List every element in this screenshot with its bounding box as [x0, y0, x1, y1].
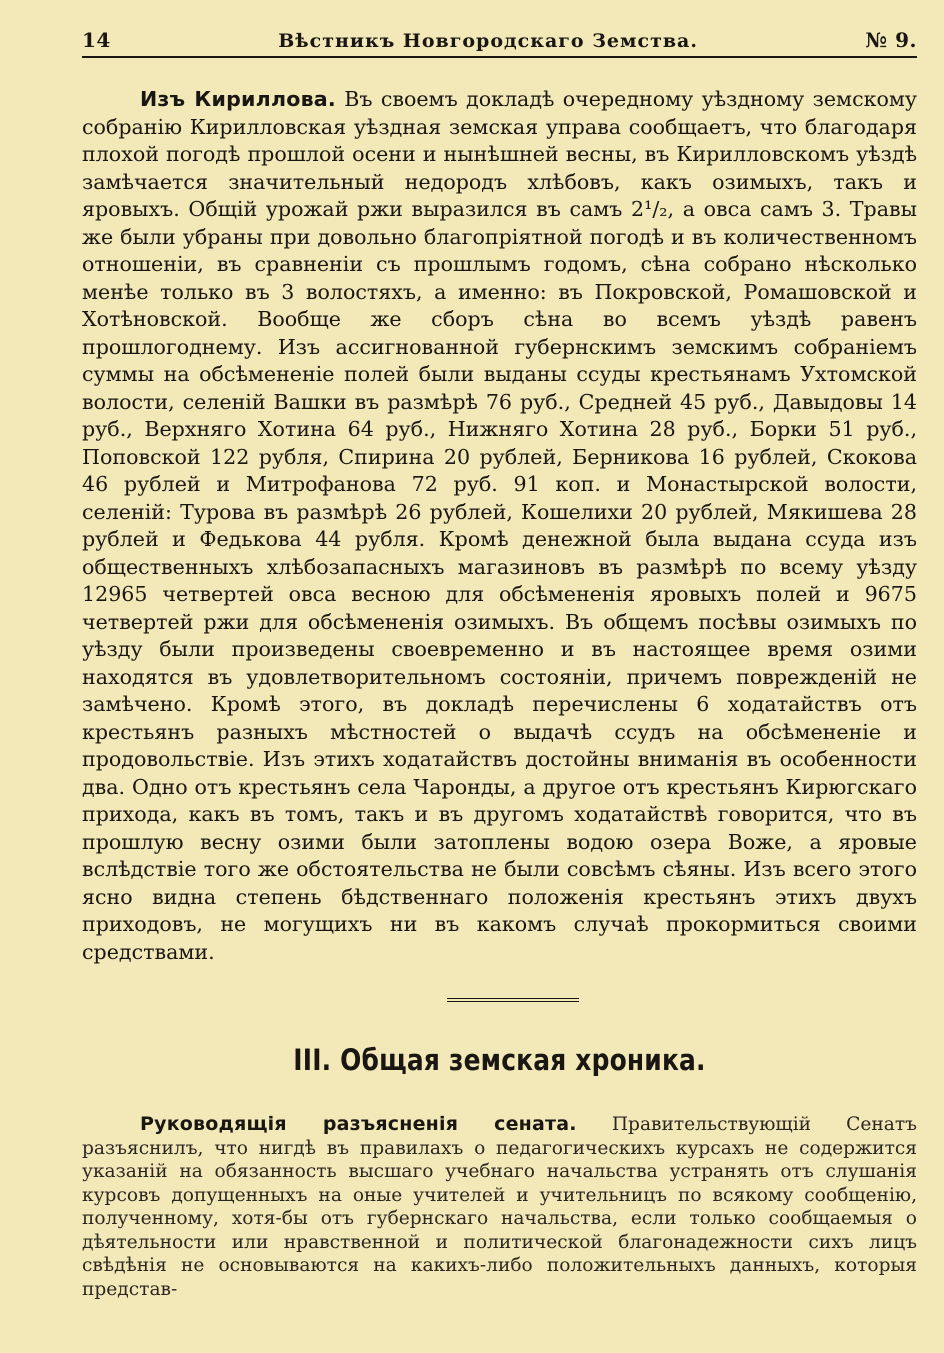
article-text: Правительствующій Сенатъ разъяснилъ, что нигдѣ въ правилахъ о педагогическихъ курсахъ не содержится указаній на обязанность высшаго учебнаго начальства устранять отъ слушанія курсовъ допущенныхъ на оные учителей и учительницъ по всякому сообщенію, полученному, хотя-бы отъ губернскаго начальства, если только сообщаемыя о дѣятельности или нравственной и политической благонадежности сихъ лицъ свѣдѣнія не основываются на какихъ-либо положительныхъ данныхъ, которыя представ-	[82, 1114, 917, 1300]
article-kirillov	[82, 86, 917, 966]
article-lead: Руководящія разъясненія сената.	[140, 1113, 577, 1135]
article-paragraph	[82, 1113, 917, 1301]
section-divider	[447, 998, 579, 1002]
article-lead: Изъ Кириллова.	[140, 87, 336, 111]
header-rule	[82, 56, 917, 58]
article-paragraph	[82, 86, 917, 966]
journal-title: Вѣстникъ Новгородскаго Земства.	[278, 30, 698, 52]
issue-number: № 9.	[865, 28, 917, 52]
page-number: 14	[82, 28, 111, 52]
article-senate	[82, 1113, 917, 1301]
article-text: Въ своемъ докладѣ очередному уѣздному земскому собранію Кирилловская уѣздная земская управа сообщаетъ, что благодаря плохой погодѣ прошлой осени и нынѣшней весны, въ Кирилловскомъ уѣздѣ замѣчается значительный недородъ хлѣбовъ, какъ озимыхъ, такъ и яровыхъ. Общій урожай ржи выразился въ самъ 2¹/₂, а овса самъ 3. Травы же были убраны при довольно благопріятной погодѣ и въ количественномъ отношеніи, въ сравненіи съ прошлымъ годомъ, сѣна собрано нѣсколько менѣе только въ 3 волостяхъ, а именно: въ Покровской, Ромашовской и Хотѣновской. Вообще же сборъ сѣна во всемъ уѣздѣ равенъ прошлогоднему. Изъ ассигнованной губернскимъ земскимъ собраніемъ суммы на обсѣмененіе полей были выданы ссуды крестьянамъ Ухтомской волости, селеній Вашки въ размѣрѣ 76 руб., Средней 45 руб., Давыдовы 14 руб., Верхняго Хотина 64 руб., Нижняго Хотина 28 руб., Борки 51 руб., Поповской 122 рубля, Спирина 20 рублей, Берникова 16 рублей, Скокова 46 рублей и Митрофанова 72 руб. 91 коп. и Монастырской волости, селеній: Турова въ размѣрѣ 26 рублей, Кошелихи 20 рублей, Мякишева 28 рублей и Федькова 44 рубля. Кромѣ денежной была выдана ссуда изъ общественныхъ хлѣбозапасныхъ магазиновъ въ размѣрѣ по всему уѣзду 12965 четвертей овса весною для обсѣмененія яровыхъ полей и 9675 четвертей ржи для обсѣмененія озимыхъ. Въ общемъ посѣвы озимыхъ по уѣзду были произведены своевременно и въ настоящее время озими находятся въ удовлетворительномъ состояніи, причемъ поврежденій не замѣчено. Кромѣ этого, въ докладѣ перечислены 6 ходатайствъ отъ крестьянъ разныхъ мѣстностей о выдачѣ ссудъ на обсѣмененіе и продовольствіе. Изъ этихъ ходатайствъ достойны вниманія въ особенности два. Одно отъ крестьянъ села Чаронды, а другое отъ крестьянъ Кирюгскаго прихода, какъ въ томъ, такъ и въ другомъ ходатайствѣ говорится, что въ прошлую весну озими были затоплены водою озера Воже, а яровые вслѣдствіе того же обстоятельства не были совсѣмъ сѣяны. Изъ всего этого ясно видна степень бѣдственнаго положенія крестьянъ этихъ двухъ приходовъ, не могущихъ ни въ какомъ случаѣ прокормиться своими средствами.	[82, 87, 918, 964]
running-header	[82, 22, 917, 52]
section-heading: III. Общая земская хроника.	[293, 1043, 706, 1077]
